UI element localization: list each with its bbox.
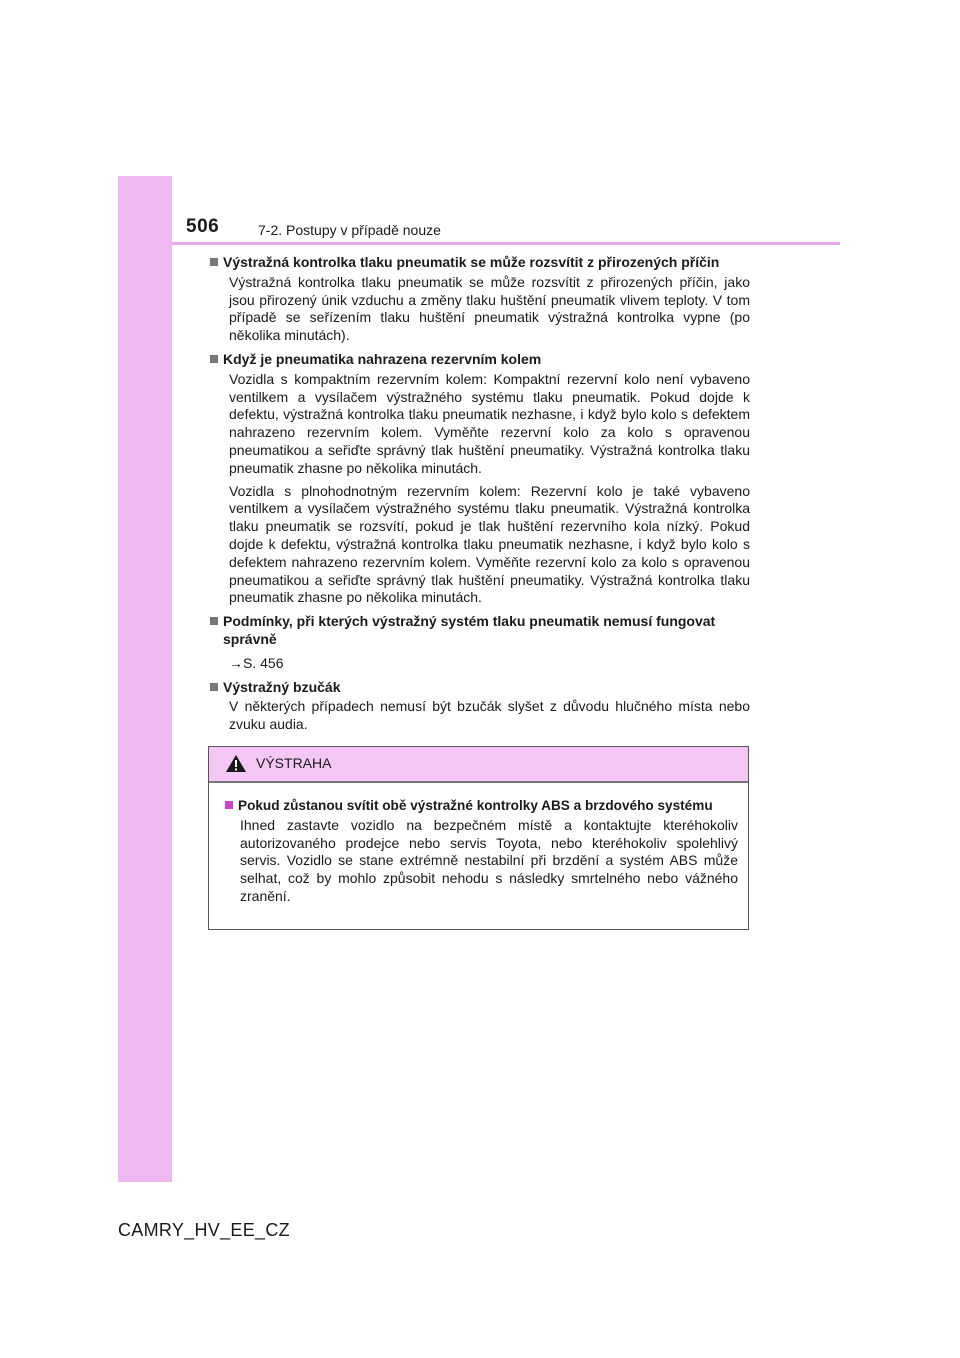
section-heading: Výstražná kontrolka tlaku pneumatik se může rozsvítit z přirozených příčin bbox=[223, 254, 720, 270]
section-conditions bbox=[210, 613, 750, 672]
page-reference-link[interactable]: →S. 456 bbox=[229, 654, 284, 671]
warning-heading: Pokud zůstanou svítit obě výstražné kontrolky ABS a brzdového systému bbox=[238, 797, 713, 813]
section-paragraph: V některých případech nemusí být bzučák slyšet z důvodu hlučného místa nebo zvuku audia. bbox=[229, 698, 750, 733]
section-paragraph: Vozidla s kompaktním rezervním kolem: Kompaktní rezervní kolo není vybaveno ventilkem a vysílačem výstražného systému tlaku pneumatik. Pokud dojde k defektu, výstražná kontrolka tlaku pneumatik nezhasne, i když bylo kolo s defektem nahrazeno rezervním kolem. Vyměňte rezervní kolo za kolo s opravenou pneumatikou a seřiďte správný tlak huštění pneumatiky. Výstražná kontrolka tlaku pneumatik zhasne po několika minutách. bbox=[229, 370, 750, 476]
warning-triangle-icon bbox=[225, 754, 247, 773]
square-bullet-icon bbox=[210, 617, 218, 625]
section-paragraph: Vozidla s plnohodnotným rezervním kolem: Rezervní kolo je také vybaveno ventilkem a vysílačem výstražného systému tlaku pneumatik. Výstražná kontrolka tlaku pneumatik se rozsvítí, pokud je tlak huštění rezervního kola nízký. Pokud dojde k defektu, výstražná kontrolka tlaku pneumatik nezhasne, i když bylo kolo s defektem nahrazeno rezervním kolem. Vyměňte rezervní kolo za kolo s opravenou pneumatikou a seřiďte správný tlak huštění pneumatiky. Výstražná kontrolka tlaku pneumatik zhasne po několika minutách. bbox=[229, 482, 750, 606]
warning-body bbox=[209, 783, 748, 929]
warning-text: Ihned zastavte vozidlo na bezpečném místě a kontaktujte kteréhokoliv autorizovaného prodejce nebo servis Toyota, nebo kteréhokoliv spolehlivý servis. Vozidlo se stane extrémně nestabilní při brzdění a systém ABS může selhat, což by mohlo způsobit nehodu s následky smrtelného nebo vážného zranění. bbox=[240, 816, 738, 904]
side-tab-band bbox=[118, 176, 172, 1182]
section-natural-causes bbox=[210, 254, 750, 345]
section-spare-wheel bbox=[210, 351, 750, 607]
chapter-title: 7-2. Postupy v případě nouze bbox=[258, 222, 441, 238]
square-bullet-icon bbox=[210, 355, 218, 363]
header-rule bbox=[172, 242, 840, 245]
warning-title: VÝSTRAHA bbox=[256, 755, 332, 772]
warning-box bbox=[208, 746, 749, 930]
page-content bbox=[210, 254, 750, 930]
section-paragraph: Výstražná kontrolka tlaku pneumatik se může rozsvítit z přirozených příčin, jako jsou přirozený únik vzduchu a změny tlaku huštění pneumatik vlivem teploty. V tom případě se seřízením tlaku huštění pneumatik výstražná kontrolka vypne (po několika minutách). bbox=[229, 273, 750, 344]
square-bullet-icon bbox=[210, 683, 218, 691]
section-buzzer bbox=[210, 679, 750, 734]
square-bullet-icon bbox=[225, 801, 233, 809]
page-number: 506 bbox=[186, 216, 220, 237]
section-heading: Výstražný bzučák bbox=[223, 678, 341, 695]
square-bullet-icon bbox=[210, 258, 218, 266]
section-heading: Když je pneumatika nahrazena rezervním kolem bbox=[223, 350, 542, 367]
warning-header bbox=[209, 747, 748, 783]
document-code: CAMRY_HV_EE_CZ bbox=[118, 1220, 290, 1240]
section-heading: Podmínky, při kterých výstražný systém tlaku pneumatik nemusí fungovat správně bbox=[223, 613, 716, 647]
